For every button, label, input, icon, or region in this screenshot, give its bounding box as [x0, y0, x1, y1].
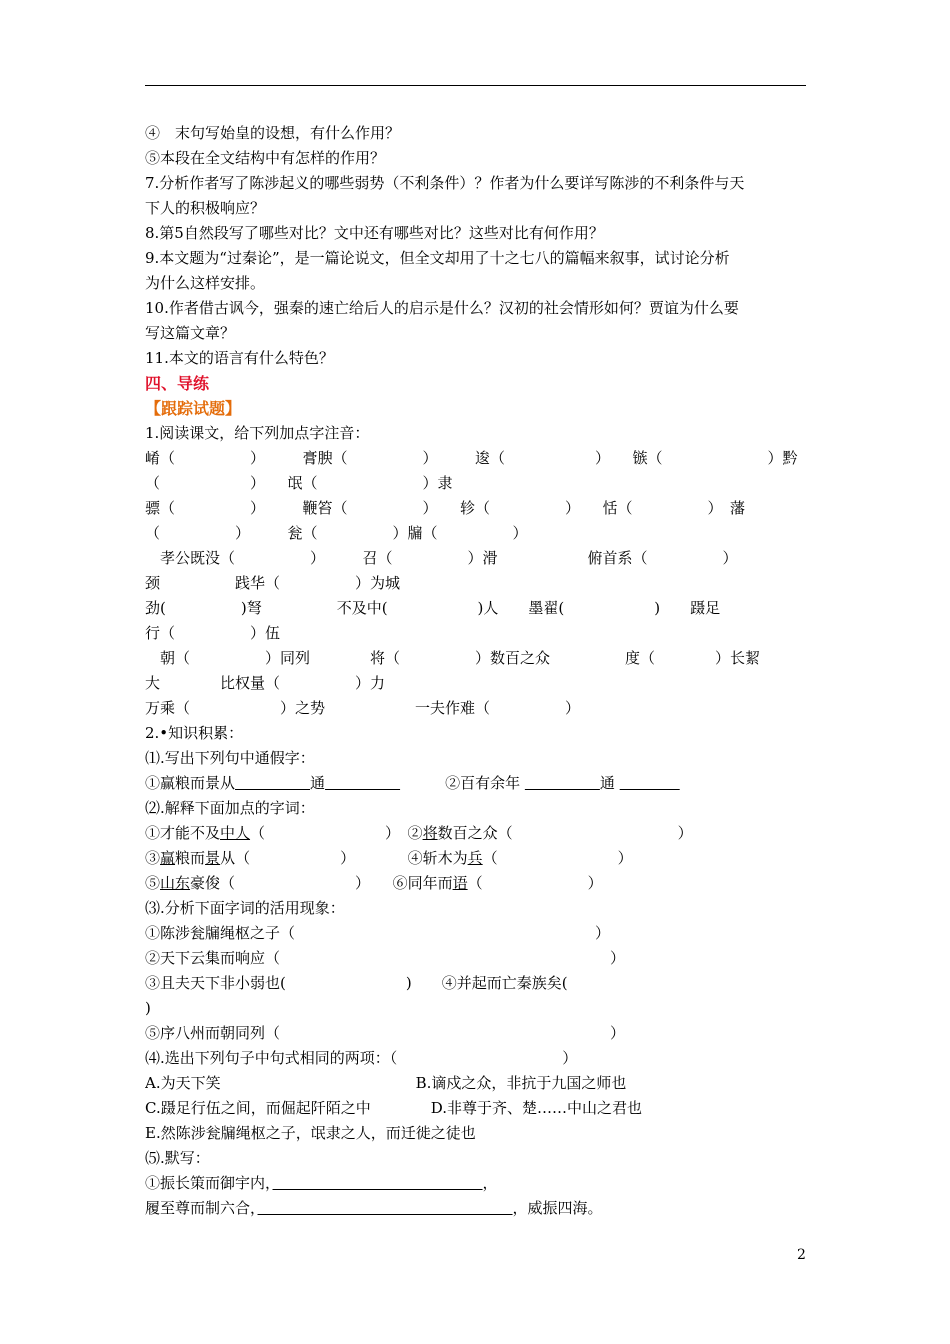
q2-part3-line: ③且夫天下非小弱也( ) ④并起而亡秦族矣(: [145, 974, 568, 992]
pinyin-line: 大 比权量（ ）力: [145, 674, 386, 692]
q2-part4-option: E.然陈涉瓮牖绳枢之子，氓隶之人，而迁徙之徒也: [145, 1124, 476, 1142]
subsection-title: 【跟踪试题】: [145, 399, 242, 418]
question-line: 8.第5自然段写了哪些对比？文中还有哪些对比？这些对比有何作用？: [145, 224, 604, 242]
section-title: 四、导练: [145, 374, 210, 393]
blank: [235, 774, 310, 792]
q2-part3-line: ): [145, 999, 151, 1017]
pinyin-line: 劲( )弩 不及中( )人 墨翟( ) 蹑足: [145, 599, 721, 617]
q1-title: 1.阅读课文，给下列加点字注音：: [145, 424, 370, 442]
q2-part3-line: ②天下云集而响应（ ）: [145, 949, 626, 967]
question-line: 11.本文的语言有什么特色？: [145, 349, 334, 367]
pinyin-line: 万乘（ ）之势 一夫作难（ ）: [145, 699, 581, 717]
pinyin-line: （ ） 瓮（ ）牖（ ）: [145, 524, 528, 542]
q2-part3-line: ①陈涉瓮牖绳枢之子（ ）: [145, 924, 611, 942]
q2-title: 2.•知识积累：: [145, 724, 244, 742]
q2-part5-line: 履至尊而制六合， ，威振四海。: [145, 1199, 603, 1217]
question-line: 为什么这样安排。: [145, 274, 266, 292]
question-line: ④ 末句写始皇的设想，有什么作用？: [145, 124, 401, 142]
q2-part2-line: ③赢粮而景从（ ） ④斩木为兵（ ）: [145, 849, 633, 867]
question-line: 7.分析作者写了陈涉起义的哪些弱势（不利条件）？作者为什么要详写陈涉的不利条件与天: [145, 174, 745, 192]
blank: [258, 1199, 513, 1217]
question-line: 写这篇文章？: [145, 324, 236, 342]
q2-part3-line: ⑤序八州而朝同列（ ）: [145, 1024, 626, 1042]
q2-part4-option: A.为天下笑 B.谪戍之众，非抗于九国之师也: [145, 1074, 627, 1092]
q2-part3-title: ⑶.分析下面字词的活用现象：: [145, 899, 345, 917]
pinyin-line: 行（ ）伍: [145, 624, 281, 642]
pinyin-line: 崤（ ） 膏腴（ ） 逡（ ） 镞（ ）黔: [145, 449, 798, 467]
q2-part2-line: ⑤山东豪俊（ ） ⑥同年而语（ ）: [145, 874, 603, 892]
q2-part4-title: ⑷.选出下列句子中句式相同的两项：（ ）: [145, 1049, 578, 1067]
blank: [325, 774, 400, 792]
pinyin-line: 孝公既没（ ） 召（ ）滑 俯首系（ ）: [145, 549, 738, 567]
blank: [273, 1174, 483, 1192]
question-line: 10.作者借古讽今，强秦的速亡给后人的启示是什么？汉初的社会情形如何？贾谊为什么要: [145, 299, 739, 317]
q2-part2-title: ⑵.解释下面加点的字词：: [145, 799, 315, 817]
pinyin-line: 骠（ ） 鞭笞（ ） 轸（ ） 恬（ ） 藩: [145, 499, 746, 517]
page-number: 2: [797, 1247, 806, 1263]
blank: [525, 774, 600, 792]
q2-part1-title: ⑴.写出下列句中通假字：: [145, 749, 315, 767]
q2-part1-line: ①赢粮而景从 通 ②百有余年 通: [145, 771, 810, 796]
question-line: 9.本文题为“过秦论”，是一篇论说文，但全文却用了十之七八的篇幅来叙事，试讨论分析: [145, 249, 730, 267]
question-line: ⑤本段在全文结构中有怎样的作用？: [145, 149, 386, 167]
pinyin-line: 朝（ ）同列 将（ ）数百之众 度（ ）长絜: [145, 649, 761, 667]
page-content: [145, 121, 810, 1221]
question-line: 下人的积极响应？: [145, 199, 266, 217]
q2-part4-option: C.蹑足行伍之间，而倔起阡陌之中 D.非尊于齐、楚……中山之君也: [145, 1099, 642, 1117]
q2-part2-line: ①才能不及中人（ ） ②将数百之众（ ）: [145, 824, 693, 842]
pinyin-line: 颈 践华（ ）为城: [145, 574, 401, 592]
q2-part5-line: ①振长策而御宇内， ，: [145, 1174, 498, 1192]
pinyin-line: （ ） 氓（ ）隶: [145, 474, 453, 492]
header-rule: [145, 85, 806, 86]
q2-part5-title: ⑸.默写：: [145, 1149, 210, 1167]
blank: [620, 774, 680, 792]
